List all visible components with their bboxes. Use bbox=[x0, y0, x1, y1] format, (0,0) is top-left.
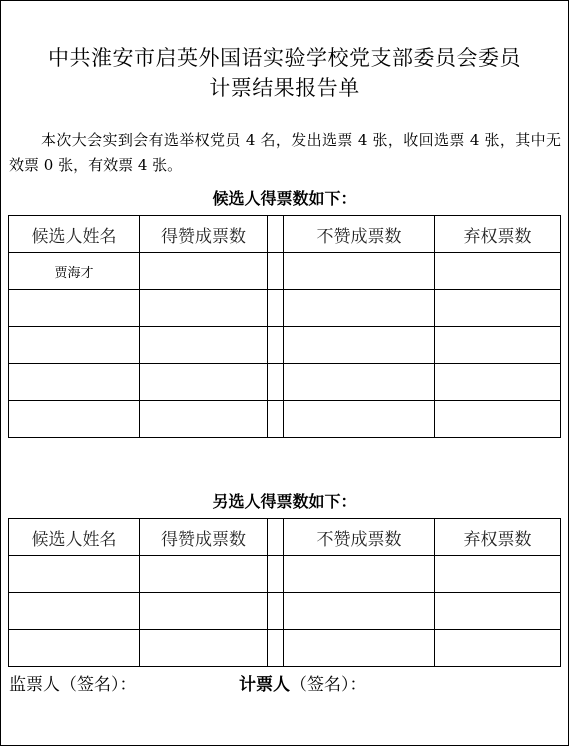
other-candidate-votes-table bbox=[8, 518, 561, 667]
oppose-votes-cell[interactable] bbox=[284, 290, 435, 327]
abstain-votes-cell[interactable] bbox=[435, 556, 561, 593]
candidate-votes-heading: 候选人得票数如下： bbox=[212, 189, 357, 208]
table-row bbox=[9, 290, 561, 327]
oppose-votes-cell[interactable] bbox=[284, 556, 435, 593]
spacer-cell bbox=[268, 290, 284, 327]
abstain-votes-cell[interactable] bbox=[435, 593, 561, 630]
table-row bbox=[9, 593, 561, 630]
approve-votes-cell[interactable] bbox=[140, 630, 268, 667]
table-header-row bbox=[9, 519, 561, 556]
approve-votes-cell[interactable] bbox=[140, 290, 268, 327]
header-oppose-votes: 不赞成票数 bbox=[284, 519, 435, 556]
header-candidate-name: 候选人姓名 bbox=[9, 519, 140, 556]
table-row bbox=[9, 327, 561, 364]
spacer-cell bbox=[268, 593, 284, 630]
candidate-name-cell[interactable] bbox=[9, 364, 140, 401]
table-header-row bbox=[9, 216, 561, 253]
abstain-votes-cell[interactable] bbox=[435, 401, 561, 438]
header-spacer bbox=[268, 216, 284, 253]
table-row bbox=[9, 630, 561, 667]
counter-signature-label: 计票人 bbox=[239, 675, 290, 695]
oppose-votes-cell[interactable] bbox=[284, 327, 435, 364]
header-abstain-votes: 弃权票数 bbox=[435, 519, 561, 556]
candidate-name-cell[interactable] bbox=[9, 630, 140, 667]
header-candidate-name: 候选人姓名 bbox=[9, 216, 140, 253]
approve-votes-cell[interactable] bbox=[140, 327, 268, 364]
abstain-votes-cell[interactable] bbox=[435, 630, 561, 667]
header-approve-votes: 得赞成票数 bbox=[140, 519, 268, 556]
summary-paragraph: 本次大会实到会有选举权党员 4 名，发出选票 4 张，收回选票 4 张，其中无效票 0 张，有效票 4 张。 bbox=[9, 131, 561, 174]
abstain-votes-cell[interactable] bbox=[435, 290, 561, 327]
spacer-cell bbox=[268, 401, 284, 438]
oppose-votes-cell[interactable] bbox=[284, 401, 435, 438]
spacer-cell bbox=[268, 364, 284, 401]
candidate-name-cell[interactable] bbox=[9, 556, 140, 593]
oppose-votes-cell[interactable] bbox=[284, 364, 435, 401]
table-row bbox=[9, 401, 561, 438]
table-row bbox=[9, 364, 561, 401]
abstain-votes-cell[interactable] bbox=[435, 253, 561, 290]
spacer-cell bbox=[268, 556, 284, 593]
abstain-votes-cell[interactable] bbox=[435, 364, 561, 401]
document-title-line2: 计票结果报告单 bbox=[209, 76, 360, 100]
approve-votes-cell[interactable] bbox=[140, 401, 268, 438]
candidate-name-cell[interactable] bbox=[9, 327, 140, 364]
other-candidate-votes-heading: 另选人得票数如下： bbox=[212, 492, 357, 511]
approve-votes-cell[interactable] bbox=[140, 593, 268, 630]
counter-signature bbox=[239, 674, 367, 696]
counter-signature-suffix: （签名）： bbox=[290, 675, 367, 695]
table-row bbox=[9, 556, 561, 593]
header-oppose-votes: 不赞成票数 bbox=[284, 216, 435, 253]
candidate-votes-table bbox=[8, 215, 561, 438]
approve-votes-cell[interactable] bbox=[140, 253, 268, 290]
monitor-signature-label: 监票人（签名）： bbox=[9, 675, 137, 695]
spacer-cell bbox=[268, 327, 284, 364]
header-abstain-votes: 弃权票数 bbox=[435, 216, 561, 253]
oppose-votes-cell[interactable] bbox=[284, 593, 435, 630]
candidate-name-cell[interactable] bbox=[9, 401, 140, 438]
approve-votes-cell[interactable] bbox=[140, 556, 268, 593]
header-approve-votes: 得赞成票数 bbox=[140, 216, 268, 253]
table-row bbox=[9, 253, 561, 290]
candidate-name-cell[interactable] bbox=[9, 593, 140, 630]
header-spacer bbox=[268, 519, 284, 556]
candidate-name-cell[interactable]: 贾海才 bbox=[9, 253, 140, 290]
spacer-cell bbox=[268, 630, 284, 667]
spacer-cell bbox=[268, 253, 284, 290]
abstain-votes-cell[interactable] bbox=[435, 327, 561, 364]
candidate-name-cell[interactable] bbox=[9, 290, 140, 327]
approve-votes-cell[interactable] bbox=[140, 364, 268, 401]
oppose-votes-cell[interactable] bbox=[284, 630, 435, 667]
document-title-line1: 中共淮安市启英外国语实验学校党支部委员会委员 bbox=[48, 46, 521, 70]
oppose-votes-cell[interactable] bbox=[284, 253, 435, 290]
